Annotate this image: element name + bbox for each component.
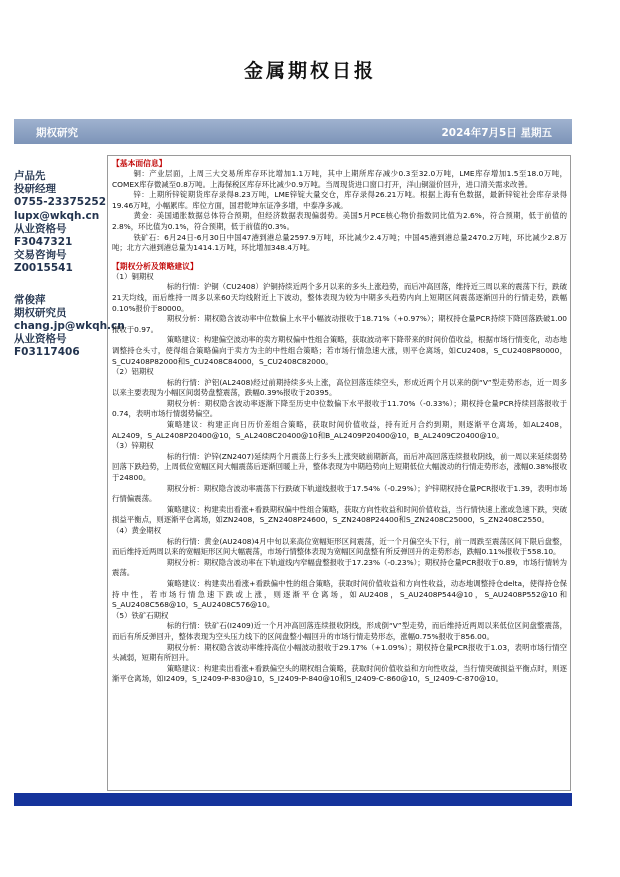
section-heading: （1）铜期权 <box>112 271 154 281</box>
section-heading: （4）黄金期权 <box>112 526 162 535</box>
consult-label: 交易咨询号 <box>14 249 67 262</box>
analysis-paragraph: 标的行情：黄金(AU2408)4月中旬以来高位宽幅矩形区间震荡，近一个月偏空头下行，前一周跌至震荡区间下限后盘整，而后维持近两周以来的宽幅矩形区间大幅震荡，市场行情整体表现为宽幅区间盘整有所反弹回升的走势形态，跌幅0.11%报收于558.10。 <box>112 536 567 557</box>
section-label: 期权研究 <box>36 127 78 139</box>
analyst-phone: 0755-23375252 <box>14 196 107 209</box>
analysis-paragraph: 策略建议：构建卖出看涨+看跌偏中性的组合策略，获取时间价值收益和方向性收益，动态地调整持仓delta，使得持仓保持中性，若市场行情急速下跌或上涨，则逐渐平仓离场，如AU2408，S_AU2408P544@10，S_AU2408P552@10和S_AU2408C568@10，S_AU2408C576@10。 <box>112 578 567 610</box>
fundamentals-heading: 【基本面信息】 <box>112 159 167 168</box>
analysis-paragraph: 期权分析：期权隐含波动率在下轨道线内窄幅盘整报收于17.23%（-0.23%）；期权持仓量PCR报收于0.89，市场行情转为震荡。 <box>112 557 567 578</box>
analyst-sidebar <box>14 170 125 360</box>
analysis-paragraph: 期权分析：期权隐含波动率中位数偏上水平小幅波动报收于18.71%（+0.97%）；期权持仓量PCR持续下降回落跌破1.00报收于0.97。 <box>112 314 567 334</box>
analysis-paragraph: 标的行情：沪锌(ZN2407)延续两个月震荡上行多头上涨突破前期新高，而后冲高回落连续报收阴线，前一周以来延续弱势回落下跌趋势，上周低位宽幅区间大幅震荡后逐渐回暖上升，整体表现为中期趋势向上短期低位大幅波动的行情走势形态，涨幅0.38%报收于24800。 <box>112 451 567 483</box>
analysis-paragraph: 标的行情：铁矿石(I2409)近一个月冲高回落连续报收阴线，形成倒“V”型走势，而后维持近两周以来低位区间盘整震荡，而后有所反弹回升，整体表现为空头压力线下的区间盘整小幅回升的市场行情走势形态，涨幅0.75%报收于856.00。 <box>112 621 567 641</box>
fundamentals-copper: 铜：产业层面，上周三大交易所库存环比增加1.1万吨，其中上期所库存减少0.3至32.0万吨，LME库存增加1.5至18.0万吨，COMEX库存微减至0.8万吨。上海保税区库存环比减少0.9万吨。当周现货进口窗口打开，洋山铜溢价回升，进口清关需求改善。 <box>112 169 567 189</box>
analysis-paragraph: 策略建议：构建正向日历价差组合策略，获取时间价值收益，持有近月合约到期，则逐渐平仓离场，如AL2408，AL2409，S_AL2408P20400@10，S_AL2408C20400@10和B_AL2409P20400@10，B_AL2409C20400@10。 <box>112 420 567 440</box>
report-date: 2024年7月5日 星期五 <box>441 127 552 139</box>
footer-bar <box>14 793 572 806</box>
analysis-paragraph: 标的行情：沪铝(AL2408)经过前期持续多头上涨，高位回落连续空头，形成近两个月以来的倒“V”型走势形态，近一周多以来主要表现为小幅区间弱势盘整震荡，跌幅0.39%报收于20395。 <box>112 377 567 398</box>
analyst-email: chang.jp@wkqh.cn <box>14 320 125 333</box>
consult-number: Z0015541 <box>14 262 73 275</box>
analyst-name: 常俊萍 <box>14 293 46 306</box>
analyst-name: 卢品先 <box>14 170 46 182</box>
header-banner <box>14 119 572 144</box>
analysis-paragraph: 期权分析：期权隐含波动率维持高位小幅波动报收于29.17%（+1.09%）；期权持仓量PCR报收于1.03，表明市场行情空头减弱，短期有所回升。 <box>112 642 567 663</box>
fundamentals-iron-ore: 铁矿石：6月24日-6月30日中国47港到港总量2597.9万吨，环比减少2.4万吨；中国45港到港总量2470.2万吨，环比减少2.8万吨；北方六港到港总量为1414.1万吨，环比增加348.4万吨。 <box>112 232 567 253</box>
report-title: 金属期权日报 <box>243 60 376 82</box>
license-number: F03117406 <box>14 346 80 359</box>
section-heading: （3）锌期权 <box>112 441 154 451</box>
section-heading: （5）铁矿石期权 <box>112 610 169 620</box>
option-sections <box>112 272 567 685</box>
license-label: 从业资格号 <box>14 333 67 346</box>
analysis-paragraph: 策略建议：构建偏空波动率的卖方期权偏中性组合策略，获取波动率下降带来的时间价值收益，根据市场行情变化，动态地调整持仓头寸，使得组合策略偏向于卖方为主的中性组合策略；若市场行情急速大涨，则平仓离场，如CU2408，S_CU2408P80000，S_CU2408P82000和S_CU2408C84000，S_CU2408C82000。 <box>112 335 567 366</box>
analyst-email: lupx@wkqh.cn <box>14 209 100 222</box>
section-heading: （2）铝期权 <box>112 367 154 377</box>
analysis-paragraph: 策略建议：构建卖出看涨+看跌期权偏中性组合策略，获取方向性收益和时间价值收益，当行情快速上涨或急速下跌，突破损益平衡点，则逐渐平仓离场，如ZN2408，S_ZN2408P24600，S_ZN2408P24400和S_ZN2408C25000，S_ZN2408C2550。 <box>112 504 567 525</box>
analysis-paragraph: 期权分析：期权隐含波动率震荡下行跌破下轨道线报收于17.54%（-0.29%）；沪锌期权持仓量PCR报收于1.39，表明市场行情偏震荡。 <box>112 483 567 504</box>
strategy-heading: 【期权分析及策略建议】 <box>112 261 198 271</box>
fundamentals-zinc: 锌：上期所锌锭期货库存录得8.23万吨，LME锌锭大量交仓，库存录得26.21万吨。根据上海有色数据，最新锌锭社会库存录得19.46万吨，小幅累库。库位方面，国君乾坤东证净多增，中泰净多减。 <box>112 190 567 210</box>
fundamentals-gold: 黄金：美国通胀数据总体符合预期，但经济数据表现偏弱势。美国5月PCE核心物价指数同比值为2.6%，符合预期，低于前值的2.8%，环比值为0.1%，符合预期，低于前值的0.3%。 <box>112 211 567 231</box>
analyst-title: 期权研究员 <box>14 306 67 319</box>
analysis-paragraph: 策略建议：构建卖出看涨+看跌偏空头的期权组合策略，获取时间价值收益和方向性收益，当行情突破损益平衡点时，则逐渐平仓离场，如I2409，S_I2409-P-830@10，S_I2409-P-840@10和S_I2409-C-860@10，S_I2409-C-870@10。 <box>112 663 567 684</box>
analysis-paragraph: 标的行情：沪铜（CU2408）沪铜持续近两个多月以来的多头上涨趋势，而后冲高回落，维持近三周以来的震荡下行，跌破21天均线，而后维持一周多以来60天均线附近上下波动，整体表现为较为中期多头趋势内向上短期区间震荡逐渐回升的行情走势，跌幅0.10%报价于80000。 <box>112 282 567 313</box>
license-number: F3047321 <box>14 236 73 249</box>
analyst-title: 投研经理 <box>14 183 56 196</box>
analysis-paragraph: 期权分析：期权隐含波动率逐渐下降至历史中位数偏下水平报收于11.70%（-0.33%）；期权持仓量PCR持续回落报收于0.74，表明市场行情弱势偏空。 <box>112 398 567 419</box>
license-label: 从业资格号 <box>14 222 67 235</box>
report-content <box>107 155 571 791</box>
